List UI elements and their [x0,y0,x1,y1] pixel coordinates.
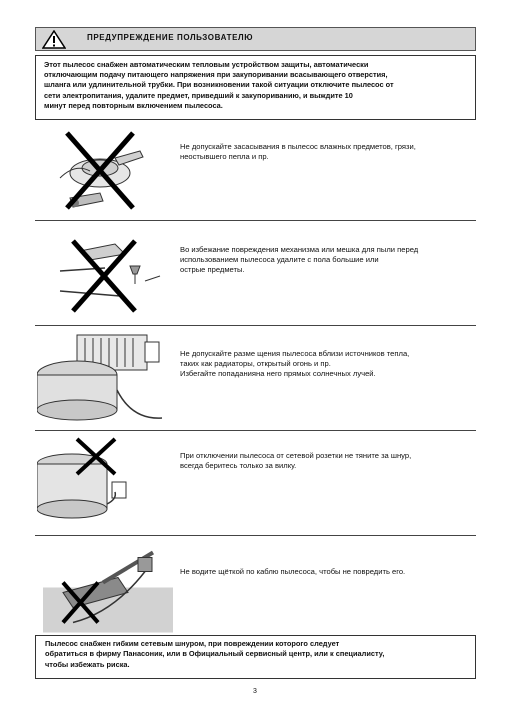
section-text-line: Не водите щёткой по каблю пылесоса, чтобы не повредить его. [180,567,406,576]
notice-line: обратиться в фирму Панасоник, или в Официальный сервисный центр, или к специалисту, [45,649,385,659]
notice-line: минут перед повторным включением пылесоса. [44,100,223,110]
notice-line: чтобы избежать риска. [45,659,130,669]
section-text-line: Не допускайте засасывания в пылесос влажных предметов, грязи, [180,142,416,151]
wet-debris-illustration [45,123,175,218]
warning-header [35,27,476,51]
notice-line: отключающим подачу питающего напряжения при закупоривании всасывающего отверстия, [44,70,388,80]
section-text-line: Во избежание повреждения механизма или мешка для пыли перед [180,245,419,254]
section-text-line: Не допускайте разме щения пылесоса вблизи источников тепла, [180,349,410,358]
section-text-line: неостывшего пепла и пр. [180,152,269,161]
section-sharp-objects [35,220,476,326]
section-wet-debris [35,120,476,221]
thermal-protection-notice [35,55,476,120]
section-text-line: таких как радиаторы, открытый огонь и пр. [180,359,331,368]
notice-line: шланга или удлинительной трубки. При возникновении такой ситуации отключите пылесос от [44,80,394,90]
power-cord-notice [35,635,476,679]
notice-line: Пылесос снабжен гибким сетевым шнуром, при повреждении которого следует [45,639,340,648]
warning-triangle-icon [42,30,66,49]
notice-line: Этот пылесос снабжен автоматическим тепловым устройством защиты, автоматически [44,60,369,69]
page-number: 3 [253,688,257,695]
sharp-objects-illustration [45,226,175,321]
header-title: ПРЕДУПРЕЖДЕНИЕ ПОЛЬЗОВАТЕЛЮ [87,33,254,42]
unplug-illustration [37,434,167,529]
brush-over-cable-illustration [43,545,178,640]
section-text-line: всегда беритесь только за вилку. [180,461,297,470]
section-text-line: использованием пылесоса удалите с пола большие или [180,255,379,264]
section-unplug [35,430,476,536]
heat-source-illustration [37,330,172,425]
notice-line: сети электропитания, удалите предмет, приведший к закупориванию, и выждите 10 [44,90,353,100]
section-cable [35,535,476,634]
section-text-line: При отключении пылесоса от сетевой розетки не тяните за шнур, [180,451,412,460]
section-text-line: Избегайте попаданияна него прямых солнечных лучей. [180,369,376,378]
section-text-line: острые предметы. [180,265,245,274]
section-heat-sources [35,325,476,431]
